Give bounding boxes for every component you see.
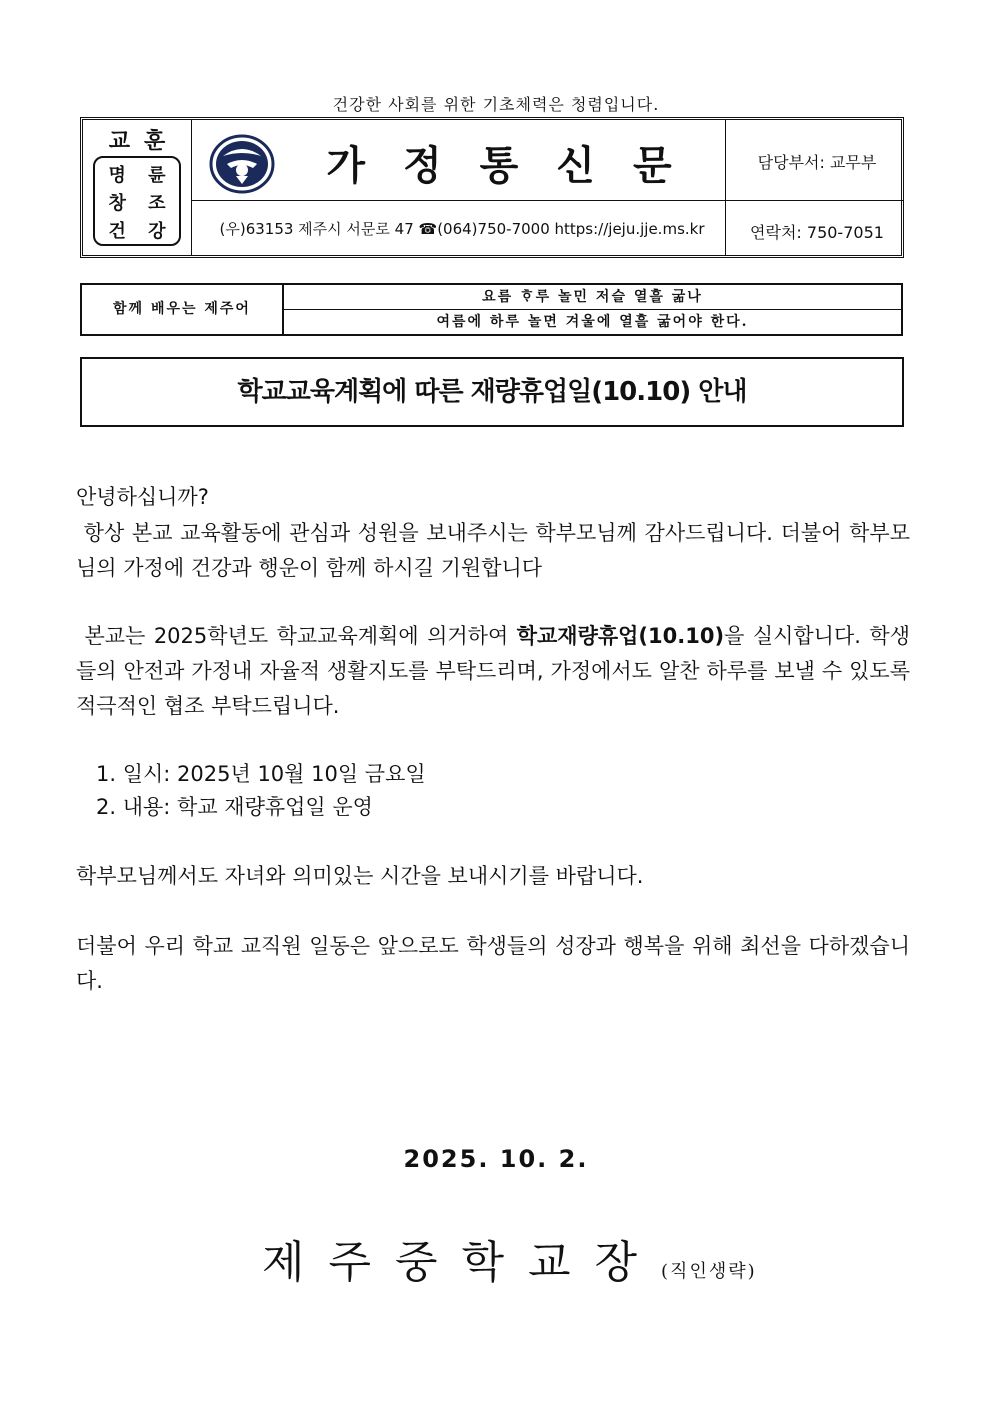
seal-note: (직인생략) xyxy=(661,1261,757,1282)
paragraph-2-post: 을 실시합니다. 학생들의 안전과 가정내 자율적 생활지도를 부탁드리며, 가정에서도 알찬 하루를 보낼 수 있도록 적극적인 협조 부탁드립니다. xyxy=(76,624,910,718)
address: (우)63153 제주시 서문로 47 ☎(064)750-7000 https://jeju.jje.ms.kr xyxy=(219,220,705,238)
paragraph-3: 학부모님께서도 자녀와 의미있는 시간을 보내시기를 바랍니다. xyxy=(76,864,644,888)
department: 담당부서: 교무부 xyxy=(757,153,877,172)
paragraph-4: 더불어 우리 학교 교직원 일동은 앞으로도 학생들의 성장과 행복을 위해 최선을 다하겠습니다. xyxy=(76,934,910,993)
header-table xyxy=(80,117,904,258)
page-title: 가정통신문 xyxy=(326,142,710,189)
divider xyxy=(191,200,903,201)
jeju-dialect: 요름 ᄒᆞ루 놀민 저슬 열흘 굶나 xyxy=(284,285,901,310)
document-title: 학교교육계획에 따른 재량휴업일(10.10) 안내 xyxy=(80,357,904,427)
kyohun-line: 창 조 xyxy=(108,193,174,214)
principal-signature xyxy=(262,1226,757,1290)
paragraph-2-bold: 학교재량휴업(10.10) xyxy=(516,624,725,648)
motto: 건강한 사회를 위한 기초체력은 청렴입니다. xyxy=(332,95,660,114)
list-item: 2. 내용: 학교 재량휴업일 운영 xyxy=(96,795,373,819)
divider xyxy=(191,120,192,255)
list-item: 1. 일시: 2025년 10월 10일 금요일 xyxy=(96,762,426,786)
jeju-label: 함께 배우는 제주어 xyxy=(82,285,284,334)
kyohun-box xyxy=(93,156,181,246)
kyohun-title: 교훈 xyxy=(108,128,180,154)
school-logo-icon xyxy=(209,134,275,194)
principal-name: 제주중학교장 xyxy=(262,1237,662,1288)
paragraph-2-pre: 본교는 2025학년도 학교교육계획에 의거하여 xyxy=(76,624,517,648)
jeju-dialect-box xyxy=(80,283,903,336)
jeju-standard: 여름에 하루 놀면 겨울에 열흘 굶어야 한다. xyxy=(436,314,749,330)
date: 2025. 10. 2. xyxy=(403,1145,589,1173)
contact: 연락처: 750-7051 xyxy=(750,223,884,242)
kyohun-line: 건 강 xyxy=(108,221,174,242)
paragraph-1: 항상 본교 교육활동에 관심과 성원을 보내주시는 학부모님께 감사드립니다. 더불어 학부모님의 가정에 건강과 행운이 함께 하시길 기원합니다 xyxy=(76,521,910,580)
paragraph-2 xyxy=(76,619,910,724)
kyohun-line: 명 륜 xyxy=(108,165,174,186)
greeting: 안녕하십니까? xyxy=(76,485,209,509)
